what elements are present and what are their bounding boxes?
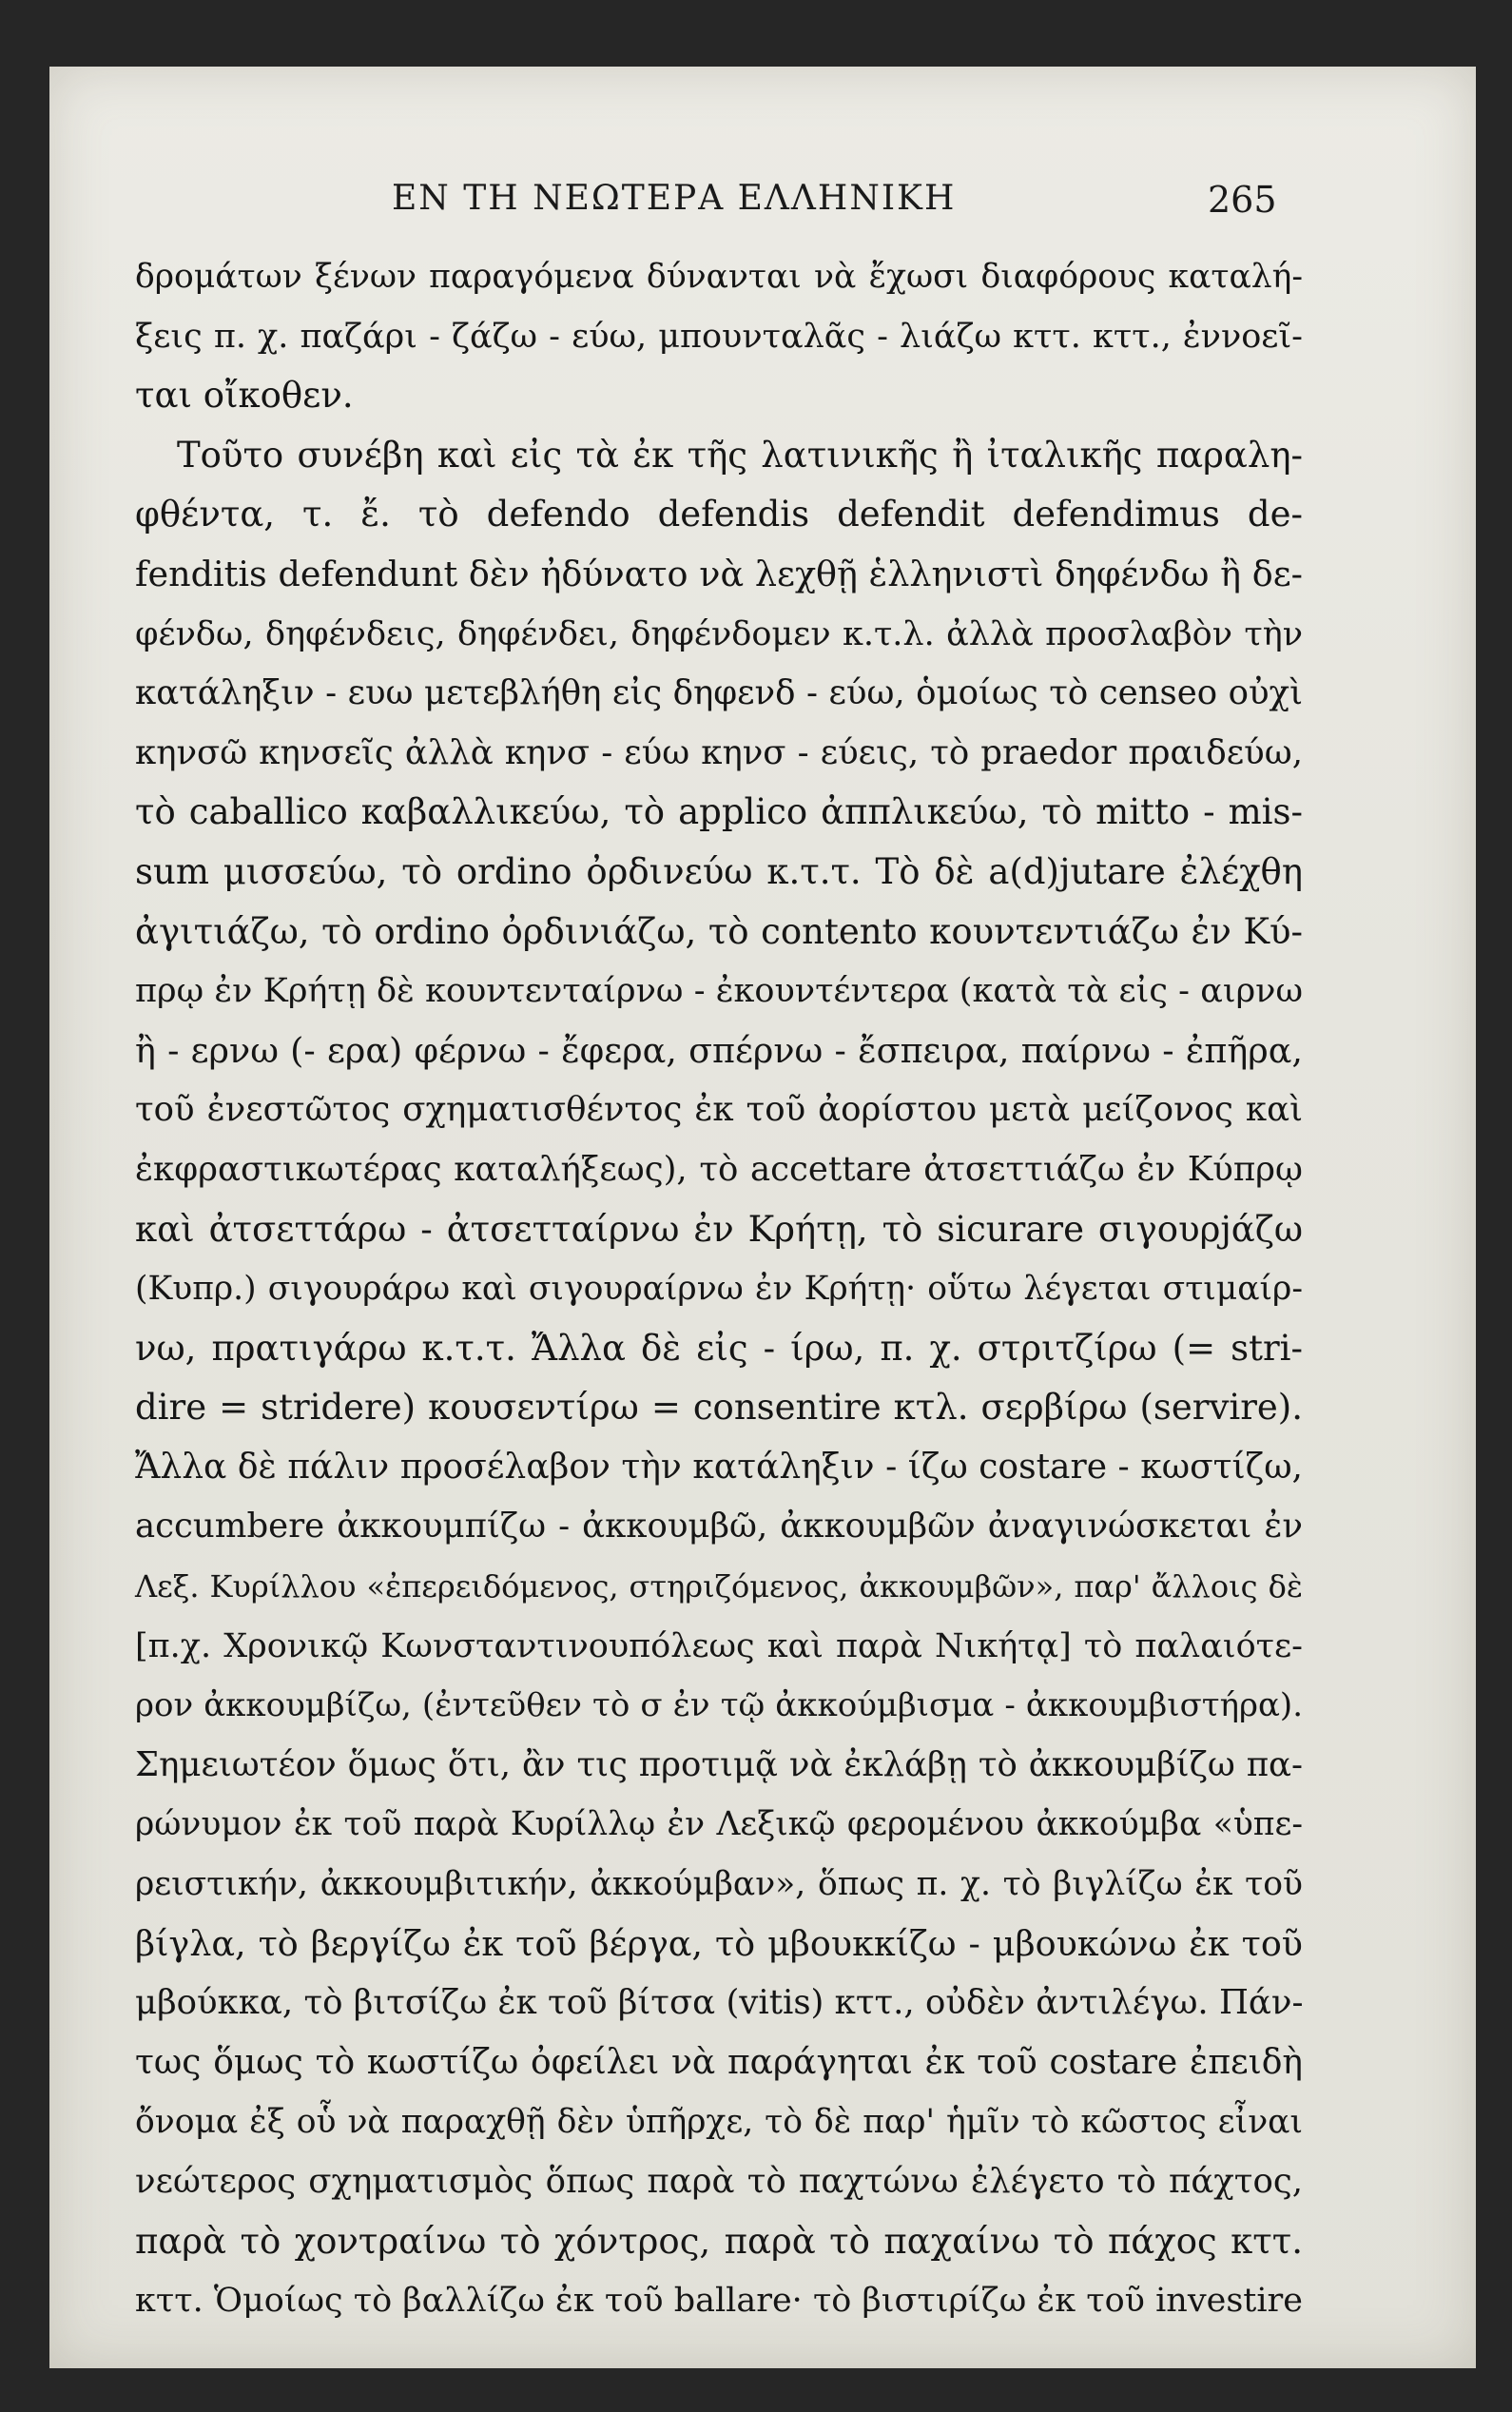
book-page — [49, 67, 1476, 2368]
text-line: ρειστικήν, ἀκκουμβιτικήν, ἀκκούμβαν», ὅπως π. χ. τὸ βιγλίζω ἐκ τοῦ — [135, 1865, 1303, 1904]
body-text — [135, 247, 1303, 2331]
text-line: νεώτερος σχηματισμὸς ὅπως παρὰ τὸ παχτώνω ἐλέγετο τὸ πάχτος, — [135, 2162, 1303, 2201]
text-line: ὄνομα ἐξ οὗ νὰ παραχθῇ δὲν ὑπῆρχε, τὸ δὲ παρ' ἡμῖν τὸ κῶστος εἶναι — [135, 2103, 1303, 2142]
text-line: τως ὅμως τὸ κωστίζω ὀφείλει νὰ παράγηται ἐκ τοῦ costare ἐπειδὴ — [135, 2042, 1303, 2082]
text-line: Ἄλλα δὲ πάλιν προσέλαβον τὴν κατάληξιν - ίζω costare - κωστίζω, — [135, 1447, 1303, 1487]
text-line: ἢ - ερνω (- ερα) φέρνω - ἔφερα, σπέρνω - ἔσπειρα, παίρνω - ἐπῆρα, — [135, 1029, 1303, 1071]
text-line: ἐκφραστικωτέρας καταλήξεως), τὸ accettare ἀτσεττιάζω ἐν Κύπρῳ — [135, 1149, 1303, 1189]
text-line: [π.χ. Χρονικῷ Κωνσταντινουπόλεως καὶ παρὰ Νικήτᾳ] τὸ παλαιότε- — [135, 1626, 1303, 1665]
text-line: μβούκκα, τὸ βιτσίζω ἐκ τοῦ βίτσα (vitis) κττ., οὐδὲν ἀντιλέγω. Πάν- — [135, 1983, 1304, 2023]
text-line: φθέντα, τ. ἔ. τὸ defendo defendis defendit defendimus de- — [135, 494, 1303, 535]
text-line: τοῦ ἐνεστῶτος σχηματισθέντος ἐκ τοῦ ἀορίστου μετὰ μείζονος καὶ — [135, 1090, 1303, 1130]
text-line: βίγλα, τὸ βεργίζω ἐκ τοῦ βέργα, τὸ μβουκκίζω - μβουκώνω ἐκ τοῦ — [135, 1922, 1303, 1964]
text-line: ρώνυμον ἐκ τοῦ παρὰ Κυρίλλῳ ἐν Λεξικῷ φερομένου ἀκκούμβα «ὑπε- — [135, 1805, 1303, 1844]
page-number: 265 — [1208, 179, 1277, 221]
text-line: dire = stridere) κουσεντίρω = consentire κτλ. σερβίρω (servire). — [135, 1387, 1303, 1429]
text-line: Τοῦτο συνέβη καὶ εἰς τὰ ἐκ τῆς λατινικῆς ἢ ἰταλικῆς παραλη- — [177, 434, 1303, 476]
text-line: κατάληξιν - ευω μετεβλήθη εἰς δηφενδ - εύω, ὁμοίως τὸ censeo οὐχὶ — [135, 673, 1303, 713]
text-line: Σημειωτέον ὅμως ὅτι, ἂν τις προτιμᾷ νὰ ἐκλάβῃ τὸ ἀκκουμβίζω πα- — [135, 1744, 1303, 1784]
text-line: νω, πρατιγάρω κ.τ.τ. Ἄλλα δὲ εἰς - ίρω, π. χ. στριτζίρω (= stri- — [135, 1327, 1303, 1369]
text-line: πρῳ ἐν Κρήτῃ δὲ κουντενταίρνω - ἐκουντέντερα (κατὰ τὰ εἰς - αιρνω — [135, 972, 1303, 1011]
text-line: κττ. Ὁμοίως τὸ βαλλίζω ἐκ τοῦ ballare· τὸ βιστιρίζω ἐκ τοῦ investire — [135, 2282, 1303, 2321]
text-line: δρομάτων ξένων παραγόμενα δύνανται νὰ ἔχωσι διαφόρους καταλή- — [135, 258, 1303, 296]
text-line: ξεις π. χ. παζάρι - ζάζω - εύω, μπουνταλᾶς - λιάζω κττ. κττ., ἐννοεῖ- — [135, 317, 1303, 356]
text-line: τὸ caballico καβαλλικεύω, τὸ applico ἀππλικεύω, τὸ mitto - mis- — [135, 791, 1303, 833]
running-title: ΕΝ ΤΗ ΝΕΩΤΕΡΑ ΕΛΛΗΝΙΚΗ — [392, 179, 957, 218]
text-line: παρὰ τὸ χοντραίνω τὸ χόντρος, παρὰ τὸ παχαίνω τὸ πάχος κττ. — [135, 2220, 1303, 2262]
text-line: καὶ ἀτσεττάρω - ἀτσετταίρνω ἐν Κρήτῃ, τὸ sicurare σιγουρjάζω — [135, 1208, 1303, 1250]
text-line: ται οἴκοθεν. — [135, 375, 354, 417]
text-line: fenditis defendunt δὲν ἠδύνατο νὰ λεχθῇ ἑλληνιστὶ δηφένδω ἢ δε- — [135, 553, 1303, 594]
text-line: sum μισσεύω, τὸ ordino ὀρδινεύω κ.τ.τ. Τὸ δὲ a(d)jutare ἐλέχθη — [135, 850, 1303, 892]
text-line: φένδω, δηφένδεις, δηφένδει, δηφένδομεν κ.τ.λ. ἀλλὰ προσλαβὸν τὴν — [135, 614, 1303, 653]
text-line: ἀγιτιάζω, τὸ ordino ὀρδινιάζω, τὸ contento κουντεντιάζω ἐν Κύ- — [135, 910, 1303, 952]
running-head — [49, 179, 1476, 245]
text-line: (Κυπρ.) σιγουράρω καὶ σιγουραίρνω ἐν Κρήτῃ· οὕτω λέγεται στιμαίρ- — [135, 1270, 1303, 1309]
text-line: ρον ἀκκουμβίζω, (ἐντεῦθεν τὸ σ ἐν τῷ ἀκκούμβισμα - ἀκκουμβιστήρα). — [135, 1686, 1303, 1725]
text-line: κηνσῶ κηνσεῖς ἀλλὰ κηνσ - εύω κηνσ - εύεις, τὸ praedor πραιδεύω, — [135, 732, 1303, 772]
text-line: accumbere ἀκκουμπίζω - ἀκκουμβῶ, ἀκκουμβῶν ἀναγινώσκεται ἐν — [135, 1507, 1303, 1546]
text-line: Λεξ. Κυρίλλου «ἐπερειδόμενος, στηριζόμενος, ἀκκουμβῶν», παρ' ἄλλοις δὲ — [135, 1568, 1303, 1605]
